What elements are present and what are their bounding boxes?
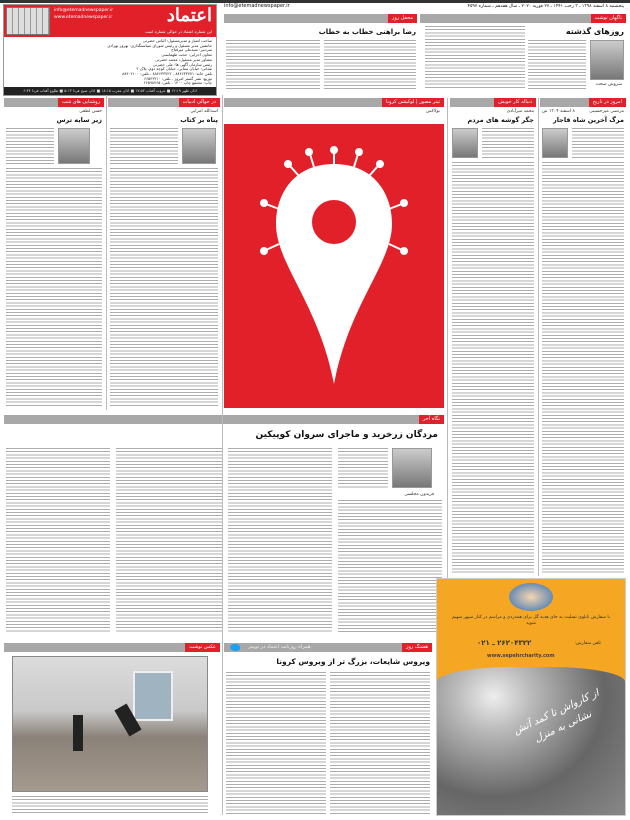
charity-advertisement[interactable] [436, 578, 626, 816]
masthead-logo: اعتماد [166, 5, 212, 26]
headline-mahfel: رضا براهنی خطاب به خطاب [318, 28, 416, 36]
article-body-text [110, 128, 178, 164]
article-body-text [226, 672, 326, 816]
section-bar-emrooz [540, 98, 626, 107]
staff-line: سردبیر: سیدعلی میرفتاح [171, 47, 212, 53]
section-tag: نگاه آخر [419, 415, 444, 424]
headline-emrooz: مرگ آخرین شاه قاجار [553, 116, 624, 124]
staff-line: صاحب امتیاز و مدیرمسئول: الیاس حضرتی [142, 38, 212, 43]
section-bar-hashtag [224, 643, 432, 652]
article-body-text [572, 128, 624, 160]
section-tag: هشتگ روز [402, 643, 432, 652]
author-photo [590, 40, 624, 80]
article-body-text [116, 448, 222, 632]
author-name: محمد میرآبادی [506, 109, 534, 114]
section-bar-naghahan [420, 14, 626, 23]
section-tag: عکس نوشت [185, 643, 220, 652]
person-figure [73, 715, 83, 751]
section-tag: روشنایی های شب [58, 98, 104, 107]
staff-line: چاپ: مجتمع چاپ ۱۴۰۰ - تلفن: ۶۶۵۹۸۷۶۵ [143, 80, 212, 86]
staff-line: مشاور مدیر مسئول: محمد حضرتی [155, 56, 212, 62]
article-body-text [452, 162, 534, 574]
ad-url[interactable]: www.sepehrcharity.com [487, 653, 555, 659]
section-tag: ناگهان نوشت [591, 14, 626, 23]
headline-negah: مردگان زرخرید و ماجرای سروان کوپیکین [255, 430, 438, 440]
author-name: مرتضی میرحسینی [589, 109, 624, 114]
staff-line: جانشین مدیر مسئول و رئیس شورای سیاستگذاری: بهروز بهزادی [107, 42, 212, 48]
ad-phone: ۲۶۲۰۴۳۲۲ ـ ۰۲۱ [477, 639, 532, 647]
news-photo [12, 656, 208, 792]
article-body-text [228, 448, 332, 632]
article-body-text [482, 128, 534, 160]
section-bar-negah [4, 415, 444, 424]
staff-line: معاون اجرایی: حجت طهماسبی [161, 52, 212, 58]
ad-phone-label: تلفن سفارش: [574, 641, 601, 646]
section-bar-aks [4, 643, 220, 652]
section-bar-adabiat [108, 98, 220, 107]
column-divider [222, 95, 223, 815]
headline-naghahan: روزهای گذشته [565, 27, 624, 36]
headline-hashtag: ویروس شایعات، بزرگ تر از ویروس کرونا [276, 657, 430, 666]
author-name: سروش صحت [595, 82, 622, 87]
section-bar-mahfel [224, 14, 417, 23]
column-divider [447, 98, 448, 638]
column-divider [106, 95, 107, 410]
article-body-text [6, 128, 54, 164]
staff-line: توزیع: نشر گستر امروز - تلفن: ۶۶۵۴۳۲۱۰ [143, 75, 212, 81]
article-body-text [110, 168, 218, 406]
ad-text: با سفارش تابلوی تسلیت به جای هدیه گل برای همدردی و مراسم در کنار سپهر سهیم شوید [452, 615, 610, 626]
section-tag: دنباله کار خویش [494, 98, 536, 107]
author-name: بولاکس [425, 109, 440, 114]
author-photo [452, 128, 478, 158]
article-body-text [425, 26, 525, 90]
prayer-times-strip: اذان ظهر ۱۲:۱۹ ■ غروب آفتاب ۱۷:۵۳ ■ اذان مغرب ۱۸:۱۵ ■ اذان صبح فردا ۵:۱۳ ■ طلوع آفتاب فردا ۶:۳۴ [4, 87, 216, 95]
corona-location-illustration [224, 124, 444, 408]
author-name: حسن لطفی [79, 109, 102, 114]
article-body-text [324, 40, 416, 90]
article-body-text [542, 162, 624, 574]
author-name: فریدون مجلسی [404, 492, 434, 497]
masthead-slogan: این شماره اعتماد در حوالی شماره است [144, 29, 212, 34]
photo-caption-text [12, 796, 208, 814]
article-body-text [338, 448, 388, 488]
author-photo [542, 128, 568, 158]
staff-line: نشانی: خیابان سنایی، خیابان کوچه دوم، پلاک ۲ [136, 66, 212, 72]
dateline: پنجشنبه ۸ اسفند ۱۳۹۸ ـ ۳ رجب ۱۴۴۱ ـ ۲۷ فوریه ۲۰۲۰ ـ سال هفدهم ـ شماره ۴۵۹۷ [467, 4, 624, 9]
author-photo [392, 448, 432, 488]
window [133, 671, 173, 721]
section-tag: در حوالی ادبیات [179, 98, 220, 107]
header-email[interactable]: info@etemadnewspaper.ir [224, 3, 290, 9]
twitter-icon [230, 644, 240, 651]
staff-line: تلفن خانه: ۸۸۴۶۳۳۷۷۱ - ۸۸۴۶۳۳۷۲۲ - تلفن: ۸۸۴۰۲۱۰۰ [122, 70, 212, 76]
article-body-text [226, 40, 320, 90]
history-date: ۸ اسفند ۱۳۰۴ ش [542, 109, 575, 114]
article-body-text [528, 40, 586, 90]
section-tag: محفل روز [388, 14, 417, 23]
masthead-website[interactable]: www.etemadnewspaper.ir [54, 15, 113, 20]
headline-roshanai: زیر سایه ترس [56, 116, 102, 124]
section-bar-roshanai [4, 98, 104, 107]
article-body-text [338, 500, 442, 632]
masthead [3, 4, 217, 96]
section-tag: امروز در تاریخ [589, 98, 626, 107]
author-photo [58, 128, 90, 164]
staff-line: رئیس سازمان آگهی ها: علی حضرتی [152, 61, 212, 67]
masthead-email[interactable]: info@etemadnewspaper.ir [54, 8, 114, 13]
staff-list [8, 39, 212, 86]
location-pin-virus-icon [224, 124, 444, 408]
section-bar-donbale [450, 98, 536, 107]
top-rule [0, 0, 630, 3]
front-page-thumbnail [6, 7, 50, 35]
author-name: اسدالله امرایی [190, 109, 218, 114]
headline-adabiat: پناه بر کتاب [180, 116, 218, 124]
charity-logo [509, 583, 553, 611]
article-body-text [6, 448, 110, 632]
masthead-red-box [4, 5, 216, 37]
column-divider [538, 98, 539, 576]
twitter-label: همراه روزنامه اعتماد در توییتر [248, 644, 311, 650]
author-photo [182, 128, 216, 164]
ad-calligraphy: از کارواش تا کمد آتش نشانی به منزل [512, 687, 601, 745]
headline-donbale: جگر گوشه های مردم [467, 116, 534, 124]
article-body-text [6, 168, 102, 406]
article-body-text [330, 672, 430, 816]
section-tag: تیتر مصور | لوکیشن کرونا [382, 98, 444, 107]
section-bar-titr [224, 98, 444, 107]
